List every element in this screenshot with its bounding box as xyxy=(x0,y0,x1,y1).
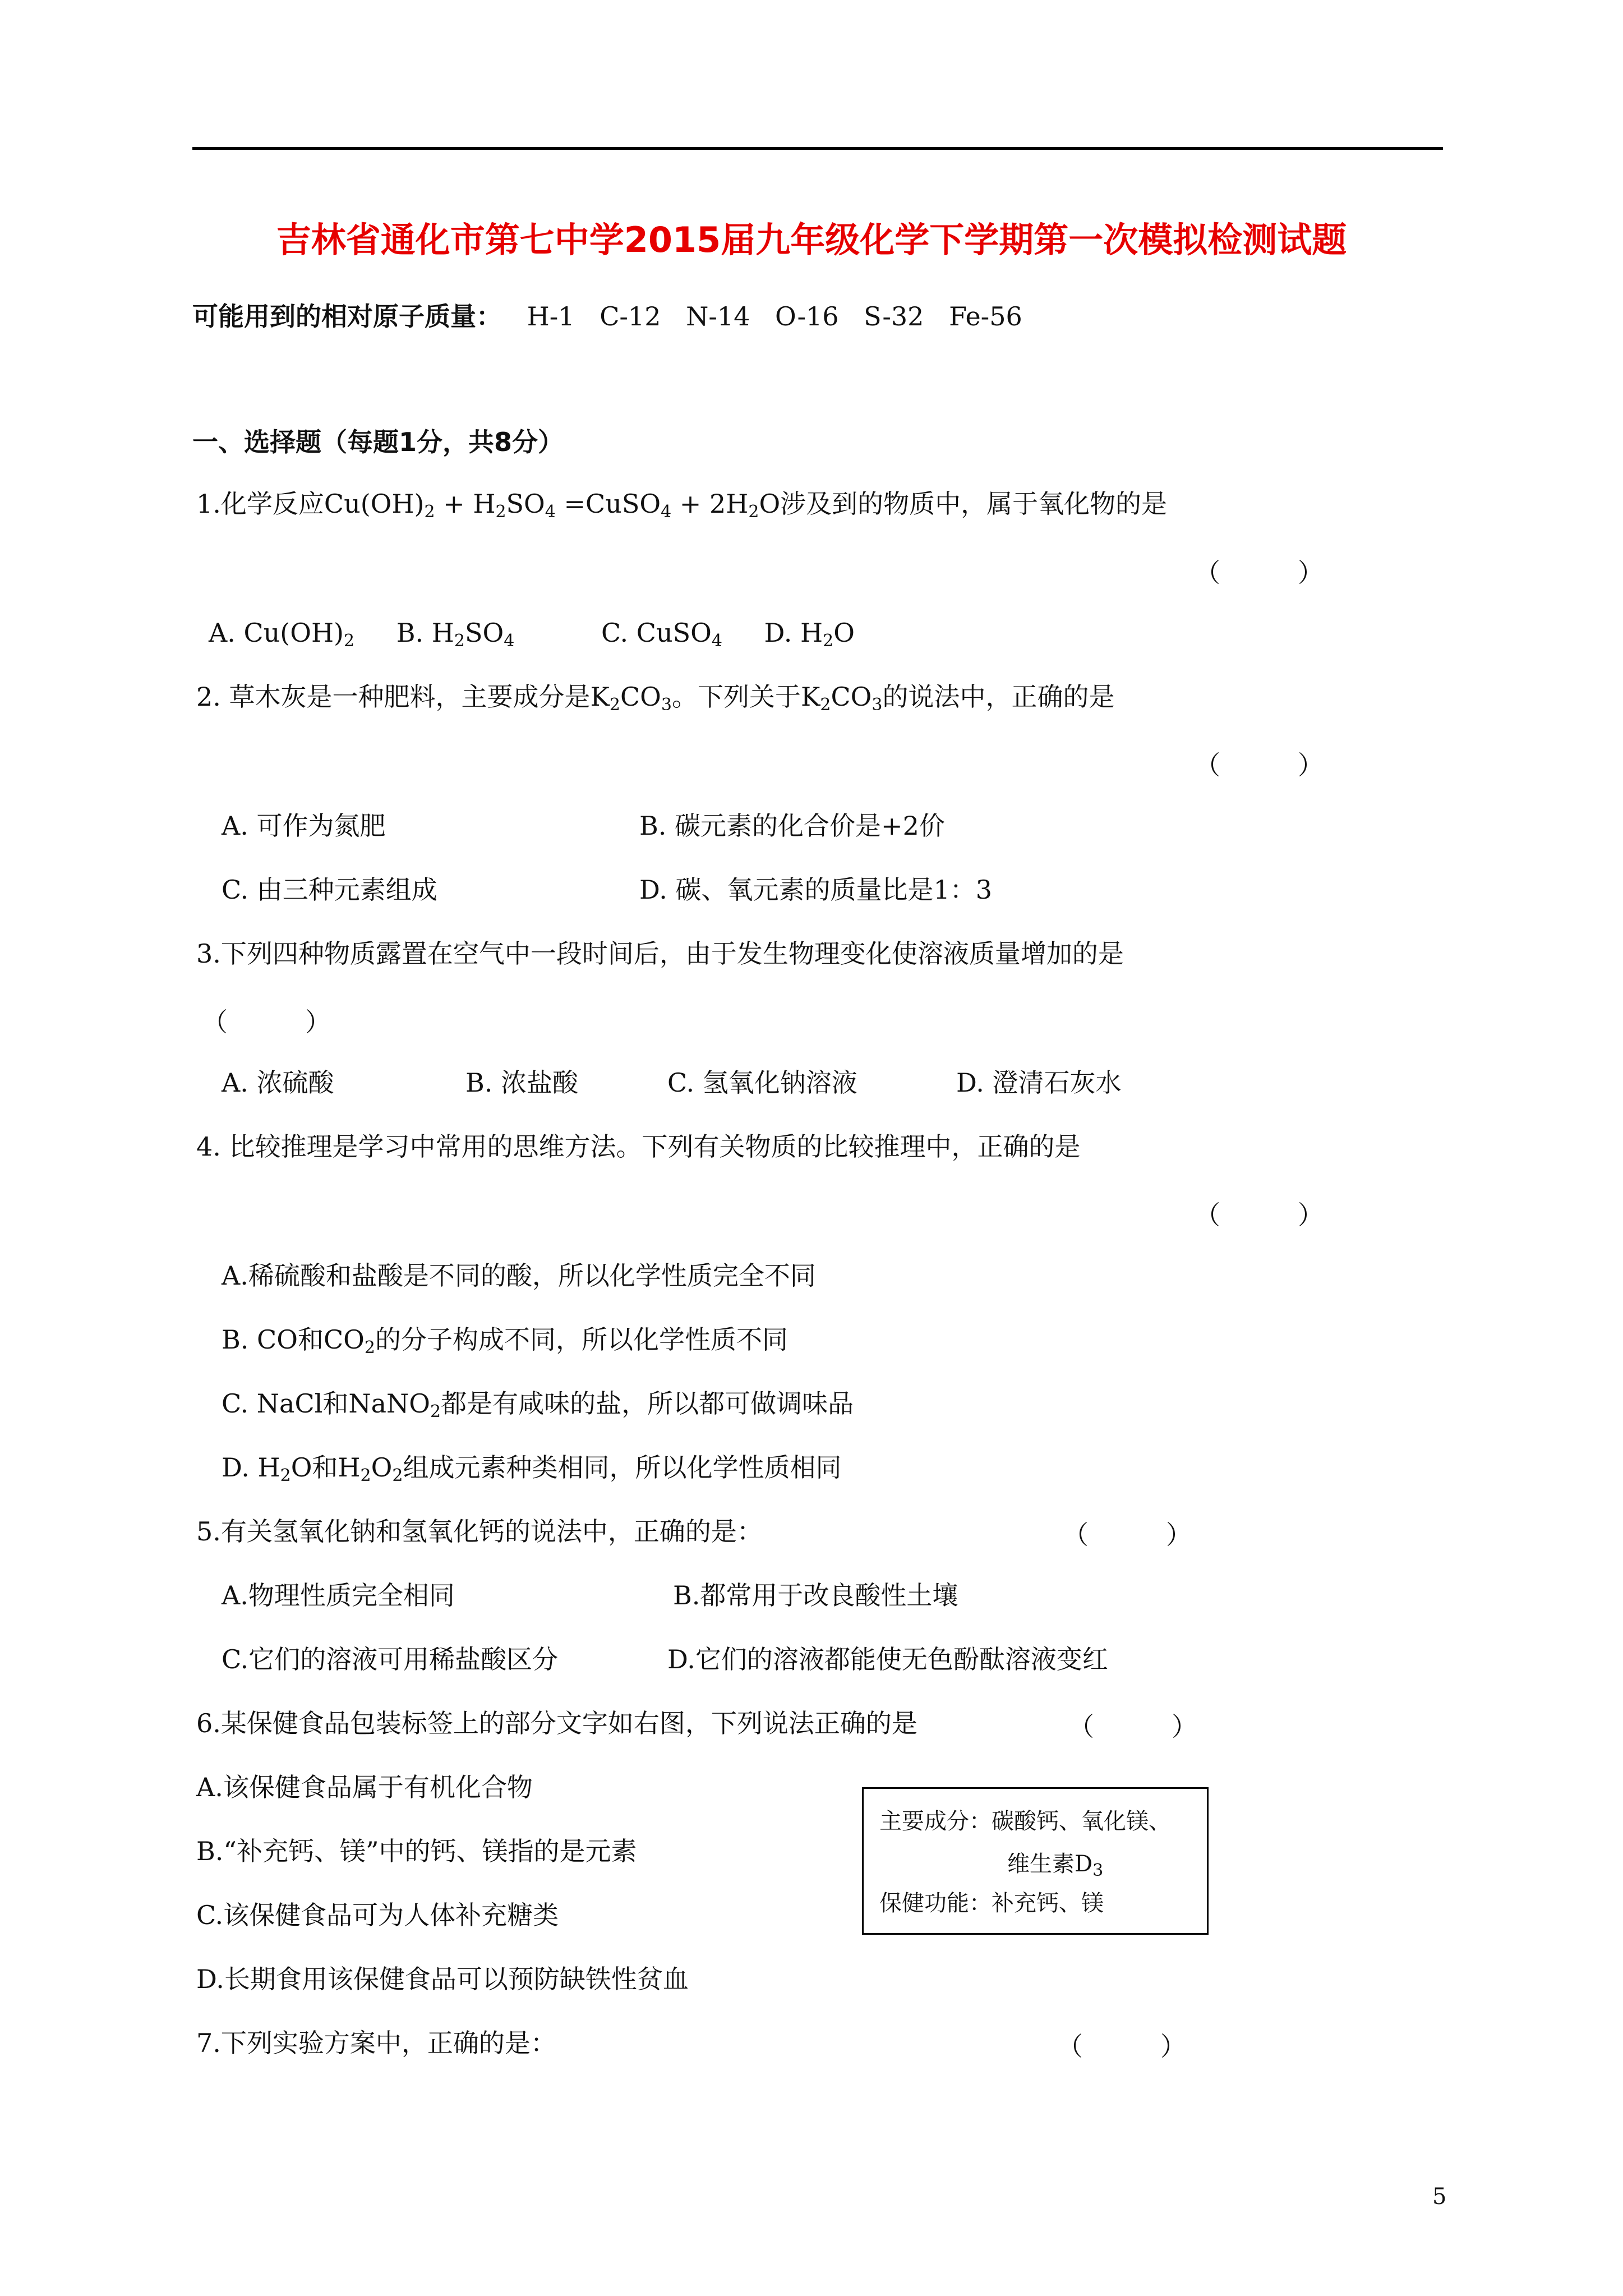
q1-option-b: B. $H_2SO_4$ xyxy=(396,618,515,651)
q4-answer-blank[interactable]: （ ） xyxy=(1195,1200,1324,1230)
q2-option-c: C. 由三种元素组成 xyxy=(222,875,437,905)
q6-option-a: A.该保健食品属于有机化合物 xyxy=(196,1772,533,1802)
atomic-mass-label: 可能用到的相对原子质量： xyxy=(192,301,502,332)
q3-option-c: C. 氢氧化钠溶液 xyxy=(667,1068,857,1098)
label-ingredients: 主要成分：碳酸钙、氧化镁、 xyxy=(879,1809,1171,1834)
q5-option-d: D.它们的溶液都能使无色酚酞溶液变红 xyxy=(667,1644,1108,1674)
q3-option-a: A. 浓硫酸 xyxy=(222,1068,334,1098)
q4-option-c: C. NaCl和NaNO$_2$都是有咸味的盐，所以都可做调味品 xyxy=(222,1388,854,1421)
q6-answer-blank[interactable]: （ ） xyxy=(1068,1711,1197,1742)
q6-option-c: C.该保健食品可为人体补充糖类 xyxy=(196,1900,559,1930)
supplement-label-box xyxy=(862,1787,1209,1935)
q5-option-a: A.物理性质完全相同 xyxy=(222,1580,455,1611)
q2-stem: 2. 草木灰是一种肥料，主要成分是$K_2CO_3$。下列关于$K_2CO_3$的说法中，正确的是 xyxy=(196,682,1115,715)
page-number: 5 xyxy=(1432,2184,1447,2210)
q4-option-b: B. CO和$CO_2$的分子构成不同，所以化学性质不同 xyxy=(222,1324,788,1358)
q1-options xyxy=(209,616,855,650)
q2-answer-blank[interactable]: （ ） xyxy=(1195,750,1324,780)
q5-answer-blank[interactable]: （ ） xyxy=(1063,1520,1192,1550)
q3-stem: 3.下列四种物质露置在空气中一段时间后，由于发生物理变化使溶液质量增加的是 xyxy=(196,938,1124,969)
section-heading: 一、选择题（每题1分，共8分） xyxy=(192,427,564,457)
atomic-mass-line xyxy=(192,296,1022,333)
atomic-mass-o: O-16 xyxy=(775,301,839,332)
q6-option-b: B.“补充钙、镁”中的钙、镁指的是元素 xyxy=(196,1836,637,1866)
q2-option-d: D. 碳、氧元素的质量比是1：3 xyxy=(639,875,993,905)
q5-stem: 5.有关氢氧化钠和氢氧化钙的说法中，正确的是： xyxy=(196,1516,763,1547)
q1-option-a: A. $Cu(OH)_2$ xyxy=(209,618,355,651)
atomic-mass-s: S-32 xyxy=(864,301,924,332)
q7-stem: 7.下列实验方案中，正确的是： xyxy=(196,2028,556,2058)
atomic-mass-c: C-12 xyxy=(600,301,661,332)
atomic-mass-h: H-1 xyxy=(527,301,575,332)
q4-stem: 4. 比较推理是学习中常用的思维方法。下列有关物质的比较推理中，正确的是 xyxy=(196,1131,1081,1162)
q1-option-d: D. $H_2O$ xyxy=(764,618,855,651)
q7-answer-blank[interactable]: （ ） xyxy=(1057,2031,1186,2062)
atomic-mass-fe: Fe-56 xyxy=(949,301,1022,332)
exam-title: 吉林省通化市第七中学2015届九年级化学下学期第一次模拟检测试题 xyxy=(276,219,1347,260)
q1-stem: 1.化学反应$Cu(OH)_2 + H_2SO_4$ =CuSO$_4$ + $2H_2O$涉及到的物质中，属于氧化物的是 xyxy=(196,489,1168,522)
label-function: 保健功能：补充钙、镁 xyxy=(879,1890,1104,1916)
q3-option-d: D. 澄清石灰水 xyxy=(956,1068,1122,1098)
q3-answer-blank[interactable]: （ ） xyxy=(202,1007,331,1037)
q1-option-c: C. CuSO$_4$ xyxy=(601,618,722,651)
q6-stem: 6.某保健食品包装标签上的部分文字如右图，下列说法正确的是 xyxy=(196,1708,917,1738)
q5-option-c: C.它们的溶液可用稀盐酸区分 xyxy=(222,1644,559,1674)
header-rule xyxy=(192,147,1443,150)
q2-option-b: B. 碳元素的化合价是+2价 xyxy=(639,811,945,841)
q4-option-a: A.稀硫酸和盐酸是不同的酸，所以化学性质完全不同 xyxy=(222,1260,816,1291)
label-vitamin: 维生素$D_3$ xyxy=(1007,1851,1104,1880)
q2-option-a: A. 可作为氮肥 xyxy=(222,811,386,841)
q6-option-d: D.长期食用该保健食品可以预防缺铁性贫血 xyxy=(196,1964,689,1994)
q5-option-b: B.都常用于改良酸性土壤 xyxy=(673,1580,958,1611)
q4-option-d: D. $H_2O$和$H_2O_2$组成元素种类相同，所以化学性质相同 xyxy=(222,1452,842,1485)
q1-answer-blank[interactable]: （ ） xyxy=(1195,558,1324,588)
atomic-mass-n: N-14 xyxy=(686,301,750,332)
q3-option-b: B. 浓盐酸 xyxy=(465,1068,579,1098)
